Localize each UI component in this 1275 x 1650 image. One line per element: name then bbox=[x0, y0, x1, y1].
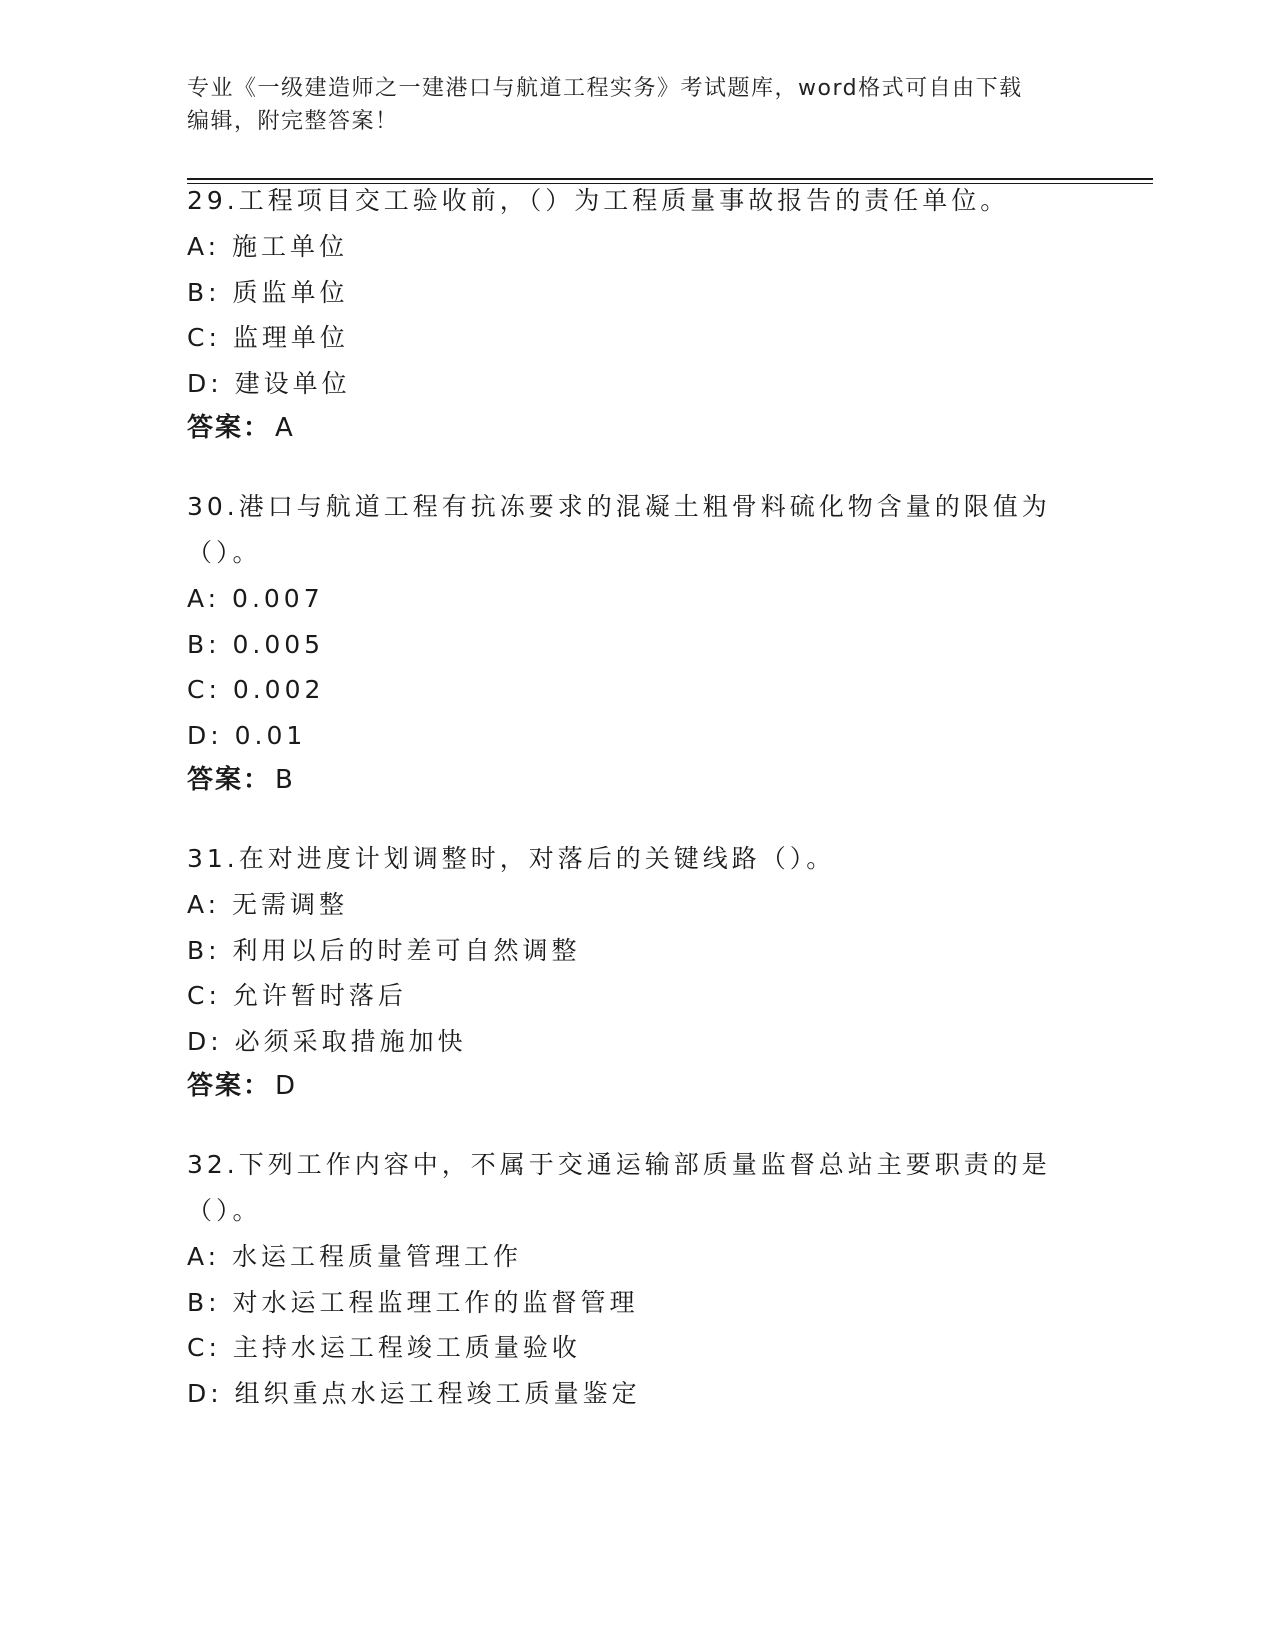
option-c: C: 允许暂时落后 bbox=[187, 981, 407, 1010]
answer bbox=[187, 758, 1087, 803]
option-d: D: 建设单位 bbox=[187, 368, 351, 398]
option-a: A: 无需调整 bbox=[187, 890, 349, 919]
option-b: B: 0.005 bbox=[187, 629, 325, 659]
option-b: B: 利用以后的时差可自然调整 bbox=[187, 935, 581, 965]
option-d: D: 必须采取措施加快 bbox=[187, 1026, 467, 1056]
option-a: A: 0.007 bbox=[187, 584, 324, 613]
question-31 bbox=[187, 836, 1087, 1109]
option-d: D: 0.01 bbox=[187, 720, 307, 750]
option-c: C: 监理单位 bbox=[187, 323, 349, 352]
answer-value: D bbox=[275, 1071, 298, 1101]
option-c: C: 主持水运工程竣工质量验收 bbox=[187, 1333, 581, 1362]
header-line-2: 编辑，附完整答案！ bbox=[187, 109, 399, 134]
question-text: 30.港口与航道工程有抗冻要求的混凝土粗骨料硫化物含量的限值为（）。 bbox=[187, 492, 1051, 567]
answer-value: A bbox=[275, 413, 295, 443]
answer-label: 答案： bbox=[187, 765, 272, 795]
question-29 bbox=[187, 178, 1087, 451]
answer-label: 答案： bbox=[187, 413, 272, 443]
question-text: 31.在对进度计划调整时，对落后的关键线路（）。 bbox=[187, 844, 836, 873]
header-line-1: 专业《一级建造师之一建港口与航道工程实务》考试题库，word格式可自由下载 bbox=[187, 76, 1023, 101]
option-c: C: 0.002 bbox=[187, 675, 325, 704]
answer-label: 答案： bbox=[187, 1071, 272, 1101]
option-b: B: 质监单位 bbox=[187, 277, 349, 307]
document-header bbox=[187, 72, 1087, 138]
option-a: A: 施工单位 bbox=[187, 232, 349, 261]
question-30 bbox=[187, 484, 1087, 803]
question-32 bbox=[187, 1142, 1087, 1416]
answer bbox=[187, 1064, 1087, 1109]
answer bbox=[187, 406, 1087, 451]
question-text: 29.工程项目交工验收前，（）为工程质量事故报告的责任单位。 bbox=[187, 186, 1010, 215]
option-d: D: 组织重点水运工程竣工质量鉴定 bbox=[187, 1378, 641, 1408]
answer-value: B bbox=[275, 765, 295, 795]
option-b: B: 对水运工程监理工作的监督管理 bbox=[187, 1287, 639, 1317]
question-text: 32.下列工作内容中，不属于交通运输部质量监督总站主要职责的是（）。 bbox=[187, 1150, 1051, 1225]
option-a: A: 水运工程质量管理工作 bbox=[187, 1242, 523, 1271]
